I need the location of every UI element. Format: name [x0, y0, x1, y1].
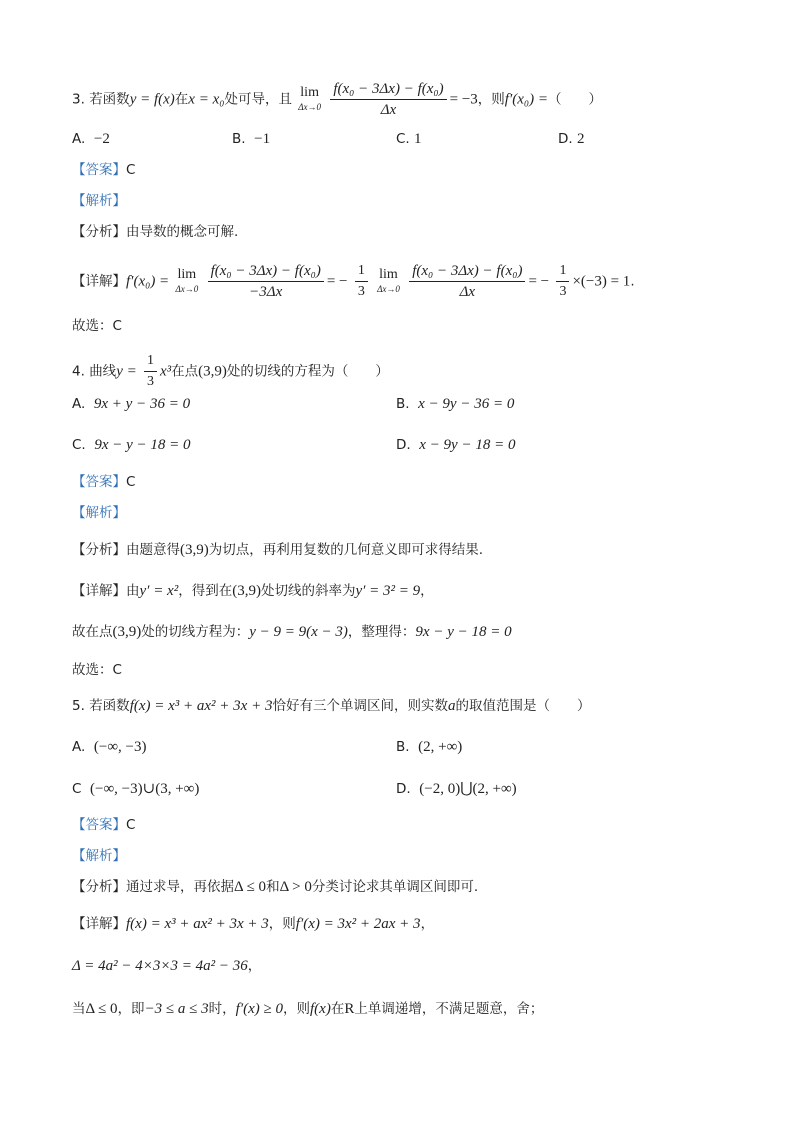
- q3-stem: [72, 80, 602, 119]
- q3-option-a: A. −2: [72, 131, 110, 147]
- q3-eq-value: = −3: [449, 91, 478, 108]
- q4-fenxi: 【分析】由题意得(3,9)为切点，再利用复数的几何意义即可求得结果.: [72, 542, 484, 558]
- q5-option-b: B. (2, +∞): [396, 739, 463, 755]
- q4-analysis-tag: 【解析】: [72, 505, 126, 521]
- q3-fenxi: 【分析】由导数的概念可解.: [72, 224, 239, 240]
- q3-text-4: ，则: [477, 91, 505, 108]
- q5-delta: Δ = 4a² − 4×3×3 = 4a² − 36，: [72, 958, 262, 974]
- q4-option-b: B. x − 9y − 36 = 0: [396, 396, 515, 412]
- q5-fenxi: 【分析】通过求导，再依据Δ ≤ 0和Δ > 0分类讨论求其单调区间即可.: [72, 879, 479, 895]
- q3-text-2: 在: [174, 91, 189, 108]
- q3-text-1: 若函数: [89, 91, 130, 108]
- q3-option-b: B. −1: [232, 131, 271, 147]
- q4-answer: 【答案】C: [72, 474, 136, 490]
- q3-detail: 【详解】f′(x₀) = lim Δx→0 $\frac{\text{f(x₀ − 3Δx) − f(x₀)}}{-3\Delta x}$ = − $\frac{1}{3}$ lim Δx→0 $\frac{\text{f(x₀ − 3Δx) − f(x₀)}}{\Delta x}$ = − $\frac{1}{3}$ ×(−3) = 1.: [72, 263, 635, 300]
- q4-choose: 故选：C: [72, 662, 122, 678]
- q3-expr-fx: y = f(x): [129, 91, 175, 108]
- q4-stem: 4. 曲线y = $\frac{1}{3}$ x³在点(3,9)处的切线的方程为（ ）: [72, 353, 389, 389]
- q3-limit: lim Δx→0: [298, 84, 322, 112]
- q3-choose: 故选：C: [72, 318, 122, 334]
- q5-case-1: 当Δ ≤ 0，即−3 ≤ a ≤ 3时，f′(x) ≥ 0，则f(x)在R上单调递增，不满足题意，舍；: [72, 1001, 544, 1017]
- q3-expr-x0: x = x₀: [188, 91, 225, 108]
- q3-option-c: C. 1: [396, 131, 422, 147]
- q5-option-c: C (−∞, −3)∪(3, +∞): [72, 781, 200, 797]
- q4-detail: 【详解】由y′ = x²，得到在(3,9)处切线的斜率为y′ = 3² = 9，: [72, 583, 434, 599]
- q4-option-a: A. 9x + y − 36 = 0: [72, 396, 191, 412]
- q5-detail: 【详解】f(x) = x³ + ax² + 3x + 3，则f′(x) = 3x² + 2ax + 3，: [72, 916, 435, 932]
- q3-option-d: D. 2: [558, 131, 585, 147]
- q3-answer: 【答案】C: [72, 162, 136, 178]
- q5-answer: 【答案】C: [72, 817, 136, 833]
- q5-analysis-tag: 【解析】: [72, 848, 126, 864]
- q3-number: 3.: [72, 91, 85, 108]
- q3-text-3: 处可导，且: [224, 91, 292, 108]
- q5-option-a: A. (−∞, −3): [72, 739, 147, 755]
- q3-paren: （ ）: [547, 91, 602, 108]
- q3-fraction: $\frac{\text{f(x₀ − 3Δx) − f(x₀)}}{\Delta x}$: [330, 80, 446, 119]
- q4-option-c: C. 9x − y − 18 = 0: [72, 437, 191, 453]
- q4-detail-line2: 故在点(3,9)处的切线方程为：y − 9 = 9(x − 3)，整理得：9x − y − 18 = 0: [72, 624, 512, 640]
- q5-option-d: D. (−2, 0)⋃(2, +∞): [396, 781, 517, 797]
- q4-option-d: D. x − 9y − 18 = 0: [396, 437, 516, 453]
- q3-ask: f′(x₀) =: [504, 91, 548, 108]
- q5-stem: 5. 若函数f(x) = x³ + ax² + 3x + 3恰好有三个单调区间，则实数a的取值范围是（ ）: [72, 698, 591, 714]
- q3-analysis-tag: 【解析】: [72, 193, 126, 209]
